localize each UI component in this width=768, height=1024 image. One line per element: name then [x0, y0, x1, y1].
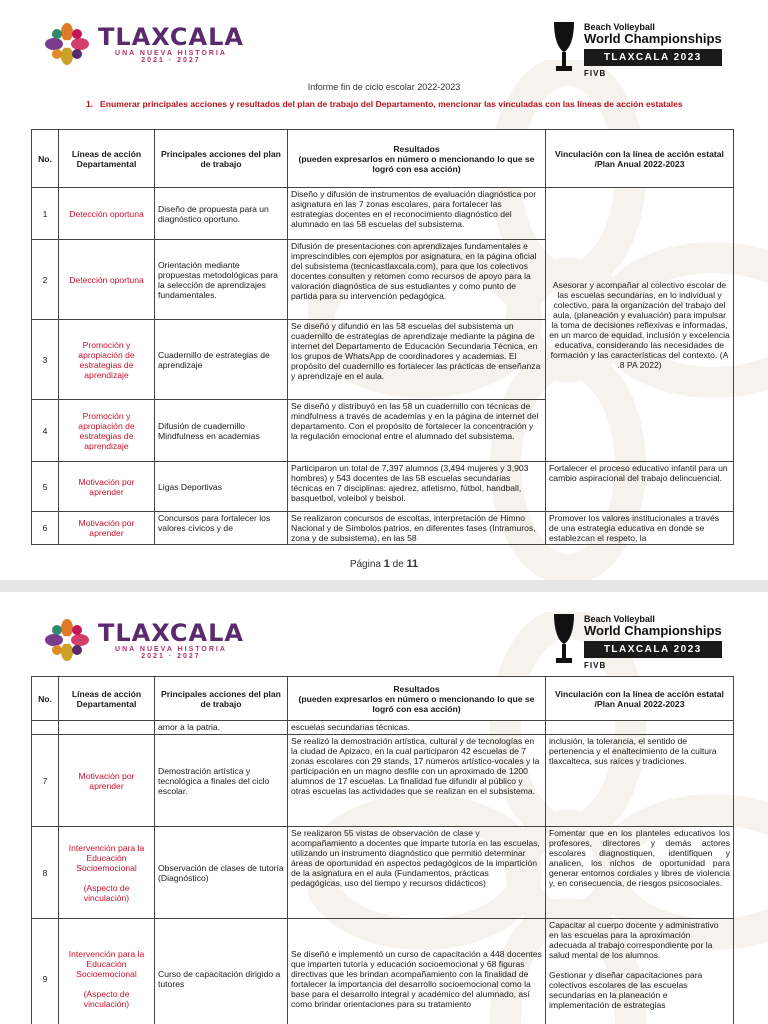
header-vinculacion: Vinculación con la línea de acción estatal /Plan Anual 2022-2023 — [546, 677, 734, 721]
brand-tagline: UNA NUEVA HISTORIA — [115, 49, 227, 57]
header-acciones: Principales acciones del plan de trabajo — [155, 677, 288, 721]
question-number: 1. — [86, 99, 94, 109]
current-page-number: 1 — [383, 558, 390, 570]
header-lineas: Líneas de acción Departamental — [59, 677, 155, 721]
table-row: 5 Motivación por aprender Ligas Deportivas Participaron un total de 7,397 alumnos (3,494 mujeres y 3,903 hombres) y 543 docentes de las 58 escuelas secundarias técnicas en 7 disciplinas: ajedrez, atletismo, fútbol, handball, basquetbol, voleibol y beisbol. Fortalecer el proceso educativo infantil para un cambio aspiracional del trabajo delincuencial. — [32, 462, 734, 512]
document-page-2 — [0, 592, 768, 1024]
brand-name: TLAXCALA — [98, 618, 244, 647]
event-line-1: Beach Volleyball — [584, 22, 655, 32]
report-title: Informe fin de ciclo escolar 2022-2023 — [307, 82, 461, 92]
table-row: 1 Detección oportuna Diseño de propuesta para un diagnóstico oportuno. Diseño y difusión de instrumentos de evaluación diagnóstica por asignatura en las 7 zonas escolares, para fortalecer las estrategias docentes en el reconocimiento diagnóstico del alumnado en las 58 escuelas del subsistema. Asesorar y acompañar al colectivo escolar de las escuelas secundarias, en lo individual y colectivo, para la organización del trabajo del aula, (planeación y evaluación) para impulsar la toma de decisiones reflexivas e informadas, en un marco de equidad, inclusión y excelencia educativa, considerando las necesidades de formación y las características del contexto. (A .8 PA 2022) — [32, 188, 734, 240]
table-row: 3 Promoción y apropiación de estrategias de aprendizaje Cuadernillo de estrategias de aprendizaje Se diseñó y difundió en las 58 escuelas del subsistema un cuadernillo de estrategias de aprendizaje mediante la página de internet del Departamento de Educación Secundaria Técnica, en los grupos de WhatsApp de coordinadores y academias. El propósito del cuadernillo es fortalecer las prácticas de enseñanza y aprendizaje en el aula. — [32, 320, 734, 400]
table-row-continuation: amor a la patria. escuelas secundarias técnicas. — [32, 721, 734, 735]
trophy-icon — [550, 612, 578, 670]
tlaxcala-logo — [42, 618, 244, 662]
event-line-2: World Championships — [584, 623, 722, 638]
event-box: TLAXCALA 2023 — [584, 49, 722, 66]
results-table-page-1 — [31, 129, 734, 545]
table-row: 4 Promoción y apropiación de estrategias de aprendizaje Difusión de cuadernillo Mindfulness en academias Se diseñó y distribuyó en las 58 un cuadernillo con técnicas de mindfulness a través de academias y en la página de internet del departamento. Con el propósito de fortalecer la concentración y la regulación emocional entre el alumnado del subsistema. — [32, 400, 734, 462]
table-row: 9 Intervención para la Educación Socioemocional (Aspecto de vinculación) Curso de capacitación dirigido a tutores Se diseñó e implementó un curso de capacitación a 448 docentes que imparten tutoría y educación socioemocional y 68 figuras directivas que les brindan acompañamiento con la finalidad de fortalecer la importancia del desarrollo socioemocional como la base para el desarrollo integral y académico del alumnado, así como brindar orientaciones para su tratamiento Capacitar al cuerpo docente y administrativo en las escuelas para la aproximación adecuada al trabajo correspondiente por la salud mental de los alumnos. Gestionar y diseñar capacitaciones para colectivos escolares de las escuelas secundarias en la planeación e implementación de estrategias — [32, 919, 734, 1024]
total-pages-number: 11 — [406, 558, 419, 570]
header-no: No. — [32, 677, 59, 721]
table-header-row — [32, 677, 734, 721]
header-resultados: Resultados (pueden expresarlos en número o mencionando lo que se logró con esa acción) — [288, 130, 546, 188]
question-heading — [86, 99, 726, 109]
table-row: 8 Intervención para la Educación Socioemocional (Aspecto de vinculación) Observación de clases de tutoría (Diagnóstico) Se realizaron 55 vistas de observación de clase y acompañamiento a docentes que imparte tutoría en las escuelas, utilizando un instrumento diagnóstico que permitió determinar áreas de oportunidad en aspectos pedagógicos de la impartición de la asignatura en el aula (Fundamentos, prácticas pedagógicas, uso del tiempo y recursos didácticos) Fomentar que en los planteles educativos los profesores, directores y demás actores escolares diagnostiquen, identifiquen y analicen, los nichos de oportunidad para generar entornos cordiales y libres de violencia y, en consecuencia, de riesgos psicosociales. — [32, 827, 734, 919]
results-table-page-2 — [31, 676, 734, 1024]
header-resultados: Resultados (pueden expresarlos en número o mencionando lo que se logró con esa acción) — [288, 677, 546, 721]
tlaxcala-logo — [42, 22, 244, 66]
fivb-label: FIVB — [584, 661, 607, 670]
trophy-icon — [550, 20, 578, 78]
brand-name: TLAXCALA — [98, 22, 244, 51]
shared-vinculacion-cell: Asesorar y acompañar al colectivo escolar de las escuelas secundarias, en lo individual y colectivo, para la organización del trabajo del aula, (planeación y evaluación) para impulsar la toma de decisiones reflexivas e informadas, en un marco de equidad, inclusión y excelencia educativa, considerando las necesidades de formación y las características del contexto. (A .8 PA 2022) — [546, 188, 734, 462]
brand-tagline: UNA NUEVA HISTORIA — [115, 645, 227, 653]
event-logo — [550, 612, 722, 670]
table-row: 7 Motivación por aprender Demostración artística y tecnológica a finales del ciclo escolar. Se realizó la demostración artística, cultural y de tecnologías en la ciudad de Apizaco, en la cual participaron 42 escuelas de 7 zonas escolares con 29 stands, 17 números artístico-vocales y la participación en un magno desfile con un aproximado de 1200 alumnos de 17 escuelas. La finalidad fue difundir al público y otras escuelas las actividades que se realizan en el subsistema. inclusión, la tolerancia, el sentido de pertenencia y el enaltecimiento de la cultura tlaxcalteca, sus raíces y tradiciones. — [32, 735, 734, 827]
brand-years: 2021 · 2027 — [141, 56, 201, 64]
header-lineas: Líneas de acción Departamental — [59, 130, 155, 188]
tlaxcala-flower-icon — [42, 618, 92, 662]
event-box: TLAXCALA 2023 — [584, 641, 722, 658]
header-no: No. — [32, 130, 59, 188]
event-line-2: World Championships — [584, 31, 722, 46]
table-row: 2 Detección oportuna Orientación mediante propuestas metodológicas para la selección de aprendizajes fundamentales. Difusión de presentaciones con aprendizajes fundamentales e imprescindibles con ejemplos por asignatura, en la página oficial del subsistema (tecnicastlaxcala.com), para que los colectivos docentes consulten y retomen como recursos de apoyo para la valoración diagnóstica de sus estudiantes y como punto de partida para su intervención pedagógica. — [32, 240, 734, 320]
tlaxcala-flower-icon — [42, 22, 92, 66]
header-acciones: Principales acciones del plan de trabajo — [155, 130, 288, 188]
table-row: 6 Motivación por aprender Concursos para fortalecer los valores cívicos y de Se realizaron concursos de escoltas, interpretación de Himno Nacional y de Símbolos patrios, en diferentes fases (Intramuros, zona y de subsistema), en las 58 Promover los valores institucionales a través de una estrategia educativa en donde se establezcan el respeto, la — [32, 512, 734, 545]
fivb-label: FIVB — [584, 69, 607, 78]
table-header-row — [32, 130, 734, 188]
page-footer: Página 1 de 11 — [349, 558, 419, 570]
header-vinculacion: Vinculación con la línea de acción estatal /Plan Anual 2022-2023 — [546, 130, 734, 188]
brand-years: 2021 · 2027 — [141, 652, 201, 660]
event-logo — [550, 20, 722, 78]
event-line-1: Beach Volleyball — [584, 614, 655, 624]
question-text: Enumerar principales acciones y resultados del plan de trabajo del Departamento, mencionar las vinculadas con las líneas de acción estatales — [100, 99, 683, 109]
